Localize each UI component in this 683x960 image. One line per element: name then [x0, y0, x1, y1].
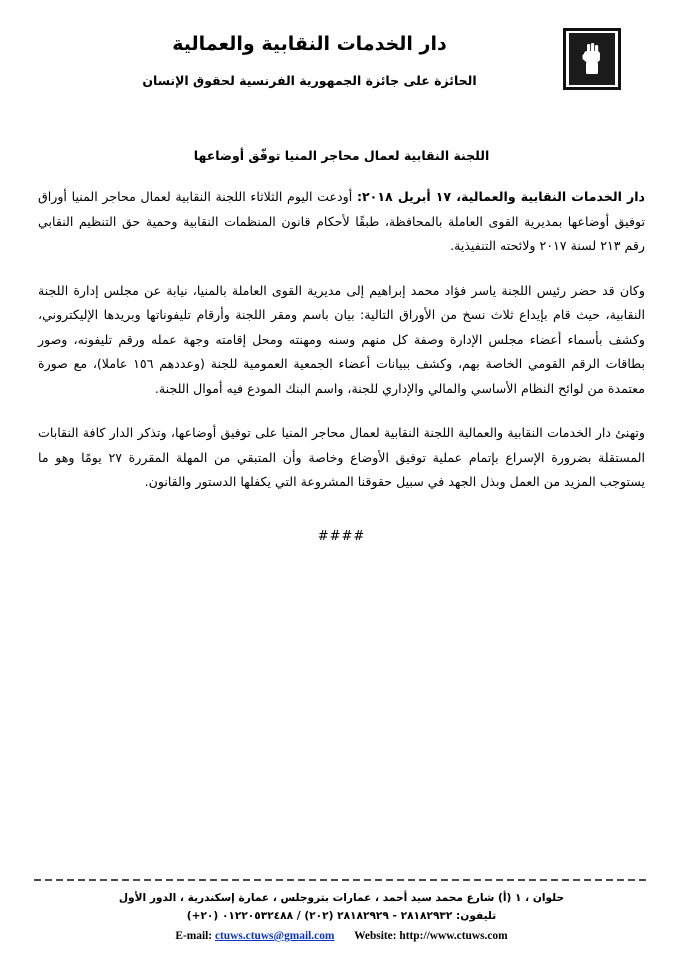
paragraph-1 — [38, 185, 645, 259]
paragraph-2-text: وكان قد حضر رئيس اللجنة ياسر فؤاد محمد إبراهيم إلى مديرية القوى العاملة بالمنيا، نيابة عن مجلس إدارة اللجنة النقابية، حيث قام بإيداع ثلاث نسخ من الأوراق التالية: بيان باسم ومقر اللجنة وأرقام تليفوناتها وبريدها الإليكتروني، وكشف بأسماء أعضاء مجلس الإدارة وصفة كل منهم وسنه ومهنته ومحل إقامته وجهة عمله ورقم تليفونه، وصور بطاقات الرقم القومي الخاصة بهم، وكشف ببيانات أعضاء الجمعية العمومية للجنة (وعددهم ١٥٦ عاملا)، مع صورة معتمدة من لوائح النظام الأساسي والمالي والإداري للجنة، واسم البنك المودع فيه أموال اللجنة. — [38, 282, 645, 396]
document-body — [34, 185, 649, 544]
organization-subtitle: الحائزة على جائزة الجمهورية الفرنسية لحقوق الإنسان — [142, 72, 477, 88]
paragraph-2 — [38, 279, 645, 402]
header-text-block — [62, 28, 557, 88]
email-label: E-mail: — [175, 930, 213, 942]
website-label: Website: — [354, 930, 397, 942]
end-marker: #### — [317, 529, 366, 545]
paragraph-3 — [38, 421, 645, 495]
paragraph-3-text: وتهنئ دار الخدمات النقابية والعمالية اللجنة النقابية لعمال محاجر المنيا على توفيق أوضاعها، وتذكر الدار كافة النقابات المستقلة بضرورة الإسراع بإتمام عملية توفيق الأوضاع وخاصة وأن المتبقي من المهلة المقررة ٢٧ يومًا وهو ما يستوجب المزيد من العمل وبذل الجهد في سبيل حقوقنا المشروعة التي يكفلها الدستور والقانون. — [38, 425, 645, 490]
document-footer — [34, 877, 649, 942]
email-link[interactable]: ctuws.ctuws@gmail.com — [214, 930, 335, 942]
organization-logo — [563, 28, 621, 90]
website-link[interactable]: http://www.ctuws.com — [399, 930, 508, 942]
organization-title: دار الخدمات النقابية والعمالية — [172, 33, 447, 55]
footer-divider — [34, 877, 649, 883]
footer-address: حلوان ، ١ (أ) شارع محمد سيد أحمد ، عمارات بتروجلس ، عمارة إسكندرية ، الدور الأول — [118, 891, 565, 904]
footer-contact-row — [34, 930, 649, 942]
paragraph-1-lead: دار الخدمات النقابية والعمالية، ١٧ أبريل ٢٠١٨: — [356, 189, 645, 204]
page-title: اللجنة النقابية لعمال محاجر المنيا توفّق أوضاعها — [193, 148, 490, 163]
fist-icon — [581, 42, 603, 76]
document-header — [34, 22, 649, 90]
footer-phones: تليفون: ٢٨١٨٢٩٣٢ - ٢٨١٨٢٩٢٩ (٢٠٢) / ٠١٢٢٠٥٣٢٤٨٨ (٢٠+) — [186, 910, 497, 923]
paragraph-1-text: أودعت اليوم الثلاثاء اللجنة النقابية لعمال محاجر المنيا أوراق توفيق أوضاعها بمديرية القوى العاملة بالمحافظة، طبقًا لأحكام قانون المنظمات النقابية وحمية حق التنظيم النقابي رقم ٢١٣ لسنة ٢٠١٧ ولائحته التنفيذية. — [38, 189, 645, 254]
